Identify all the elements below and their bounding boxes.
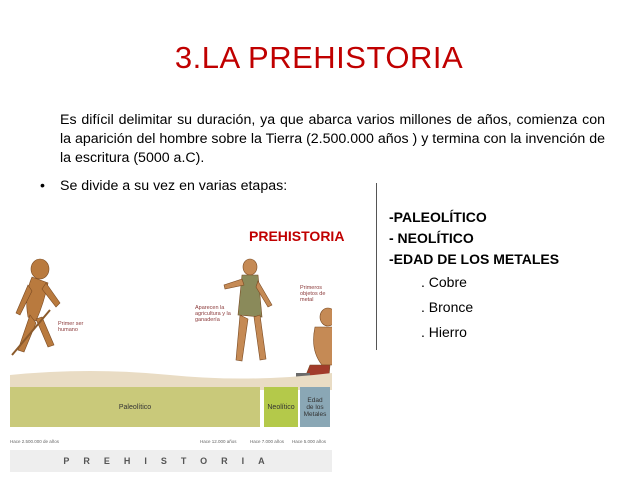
- bullet-item: [40, 178, 287, 194]
- prehistory-illustration: [10, 255, 332, 479]
- prehistoria-strip: [10, 450, 332, 472]
- timeline-metal-line: de los: [306, 403, 324, 411]
- date-label: Hace 7.000 años: [250, 439, 285, 444]
- date-label: Hace 12.000 años: [200, 439, 237, 444]
- timeline-neolithic: Neolítico: [264, 387, 298, 427]
- bullet-dot-icon: •: [40, 178, 45, 194]
- bullet-text: Se divide a su vez en varias etapas:: [60, 178, 288, 194]
- metal-item: . Cobre: [421, 274, 467, 290]
- stages-list: [389, 207, 559, 270]
- annotation-first-human: Primer ser humano: [58, 321, 84, 333]
- metal-item: . Hierro: [421, 324, 467, 340]
- timeline-metal-age: [300, 387, 330, 427]
- timeline-bar: [10, 387, 332, 439]
- metal-item: . Bronce: [421, 299, 474, 315]
- prehistoria-label: PREHISTORIA: [249, 228, 345, 244]
- timeline-dates: [10, 439, 332, 449]
- intro-paragraph: Es difícil delimitar su duración, ya que abarca varios millones de años, comienza con la aparición del hombre sobre la Tierra (2.500.000 años ) y termina con la invención de la escritura (5000 a.C).: [60, 112, 605, 166]
- stage-item: -PALEOLÍTICO: [389, 209, 487, 225]
- metals-list: [421, 270, 473, 345]
- annotation-metal-objects: Primeros objetos de metal: [300, 285, 326, 303]
- timeline-metal-line: Edad: [307, 396, 323, 404]
- strip-label: PREHISTORIA: [63, 456, 279, 466]
- date-label: Hace 5.000 años: [292, 439, 327, 444]
- timeline-paleolithic: Paleolítico: [10, 387, 260, 427]
- stage-item: - NEOLÍTICO: [389, 230, 474, 246]
- annotation-agriculture: Aparecen la agricultura y la ganadería: [195, 305, 231, 323]
- stage-item: -EDAD DE LOS METALES: [389, 251, 560, 267]
- slide-title: 3.LA PREHISTORIA: [174, 40, 464, 75]
- date-label: Hace 2.500.000 de años: [10, 439, 60, 444]
- hominid-figure: [16, 259, 60, 352]
- diagram-divider: [376, 183, 377, 350]
- timeline-metal-line: Metales: [303, 410, 327, 418]
